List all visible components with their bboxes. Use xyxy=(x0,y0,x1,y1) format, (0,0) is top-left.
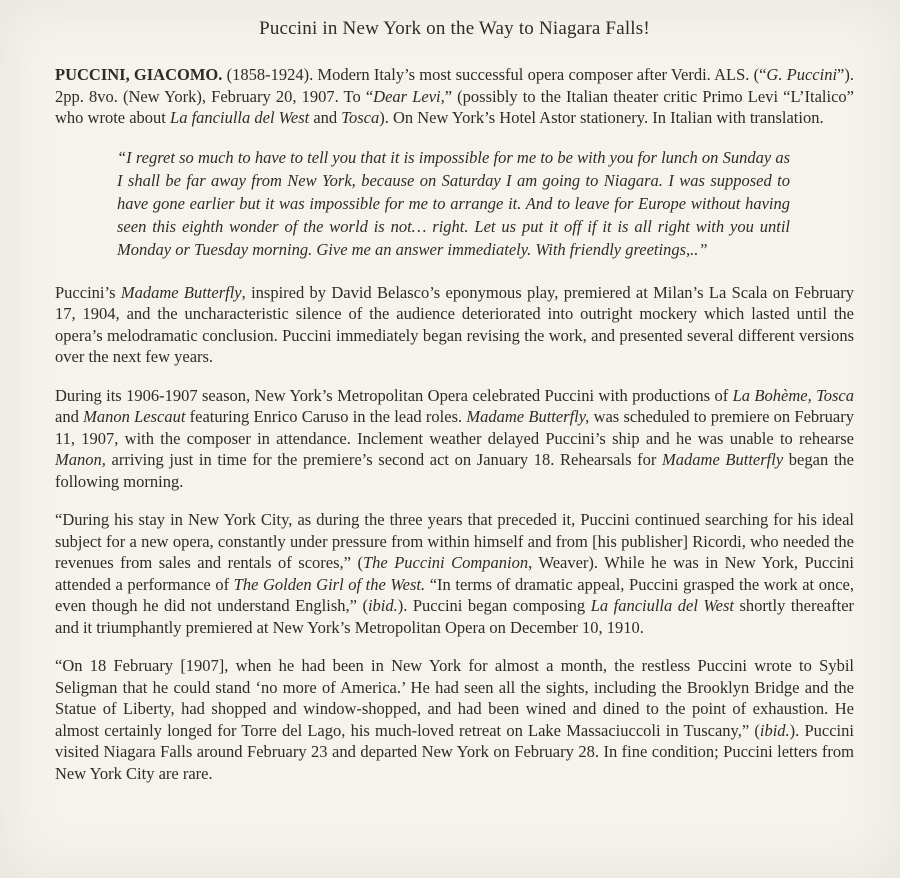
madame-butterfly-paragraph: Puccini’s Madame Butterfly, inspired by David Belasco’s eponymous play, premiered at Milan’s La Scala on February 17, 1904, and the uncharacteristic silence of the audience deteriorated into outright mockery which lasted until the opera’s melodramatic conclusion. Puccini immediately began revising the work, and presented several different versions over the next few years. xyxy=(55,282,855,366)
catalog-entry-paragraph: PUCCINI, GIACOMO. (1858-1924). Modern Italy’s most successful opera composer after Verdi. ALS. (“G. Puccini”). 2pp. 8vo. (New York), February 20, 1907. To “Dear Levi,” (possibly to the Italian theater critic Primo Levi “L’Italico” who wrote about La fanciulla del West and Tosca). On New York’s Hotel Astor stationery. In Italian with translation. xyxy=(55,65,854,127)
departure-condition-paragraph: “On 18 February [1907], when he had been in New York for almost a month, the restless Puccini wrote to Sybil Seligman that he could stand ‘no more of America.’ He had seen all the sights, including the Brooklyn Bridge and the Statue of Liberty, had shopped and window-shopped, and had been wined and dined to the point of exhaustion. He almost certainly longed for Torre del Lago, his much-loved retreat on Lake Massaciuccoli in Tuscany,” (ibid.). Puccini visited Niagara Falls around February 23 and departed New York on February 28. In fine condition; Puccini letters from New York City are rare. xyxy=(55,656,854,783)
new-opera-search-paragraph: “During his stay in New York City, as during the three years that preceded it, Puccini continued searching for his ideal subject for a new opera, constantly under pressure from within himself and from [his publisher] Ricordi, who needed the revenues from sales and rentals of scores,” (The Puccini Companion, Weaver). While he was in New York, Puccini attended a performance of The Golden Girl of the West. “In terms of dramatic appeal, Puccini grasped the work at once, even though he did not understand English,” (ibid.). Puccini began composing La fanciulla del West shortly thereafter and it triumphantly premiered at New York’s Metropolitan Opera on December 10, 1910. xyxy=(55,510,855,637)
page-title: Puccini in New York on the Way to Niagara Falls! xyxy=(259,18,650,39)
met-season-paragraph: During its 1906-1907 season, New York’s Metropolitan Opera celebrated Puccini with productions of La Bohème, Tosca and Manon Lescaut featuring Enrico Caruso in the lead roles. Madame Butterfly, was scheduled to premiere on February 11, 1907, with the composer in attendance. Inclement weather delayed Puccini’s ship and he was unable to rehearse Manon, arriving just in time for the premiere’s second act on January 18. Rehearsals for Madame Butterfly began the following morning. xyxy=(55,385,855,491)
letter-excerpt-quote: “I regret so much to have to tell you that it is impossible for me to be with you for lunch on Sunday as I shall be far away from New York, because on Saturday I am going to Niagara. I was supposed to have gone earlier but it was impossible for me to arrange it. And to leave for Europe without having seen this eighth wonder of the world is not… right. Let us put it off if it is all right with you until Monday or Tuesday morning. Give me an answer immediately. With friendly greetings,..” xyxy=(117,147,790,259)
